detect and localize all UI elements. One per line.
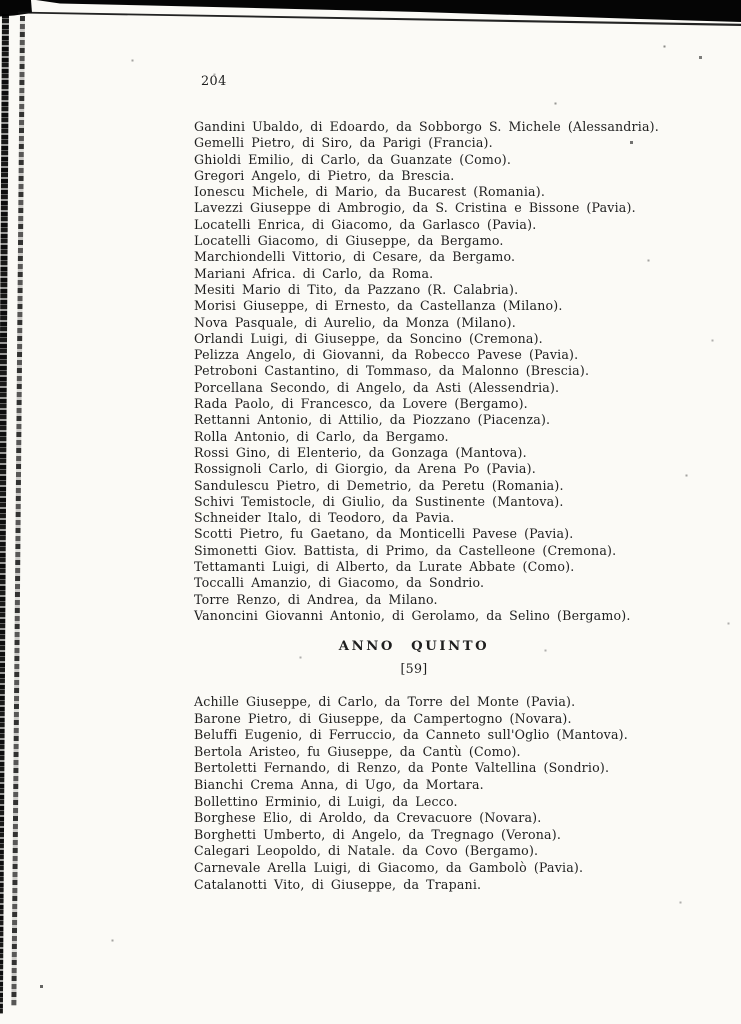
registry-entry: Nova Pasquale, di Aurelio, da Monza (Milano). — [194, 314, 516, 330]
registry-entry: Barone Pietro, di Giuseppe, da Campertogno (Novara). — [194, 710, 572, 726]
registry-entry: Borghese Elio, di Aroldo, da Crevacuore (Novara). — [194, 810, 542, 826]
registry-entry: Locatelli Enrica, di Giacomo, da Garlasco (Pavia). — [194, 216, 537, 232]
registry-entry: Petroboni Castantino, di Tommaso, da Malonno (Brescia). — [194, 363, 590, 379]
registry-entry: Pelizza Angelo, di Giovanni, da Robecco Pavese (Pavia). — [194, 347, 579, 363]
registry-entry: Beluffi Eugenio, di Ferruccio, da Canneto sull'Oglio (Mantova). — [194, 727, 628, 743]
registry-entry: Mesiti Mario di Tito, da Pazzano (R. Calabria). — [194, 281, 519, 297]
section-count-label: [59] — [400, 661, 428, 676]
scan-edge-top — [0, 0, 741, 34]
registry-entry: Rettanni Antonio, di Attilio, da Piozzano (Piacenza). — [194, 412, 551, 428]
registry-entry: Schivi Temistocle, di Giulio, da Sustinente (Mantova). — [194, 493, 564, 509]
registry-entry: Schneider Italo, di Teodoro, da Pavia. — [194, 510, 455, 526]
registry-entry: Carnevale Arella Luigi, di Giacomo, da Gambolò (Pavia). — [194, 859, 584, 875]
registry-entry: Morisi Giuseppe, di Ernesto, da Castellanza (Milano). — [194, 298, 563, 314]
registry-entry: Mariani Africa. di Carlo, da Roma. — [194, 265, 434, 281]
registry-entry: Orlandi Luigi, di Giuseppe, da Soncino (Cremona). — [194, 330, 543, 346]
page-number: 204 — [201, 74, 227, 89]
registry-entry: Marchiondelli Vittorio, di Cesare, da Bergamo. — [194, 249, 516, 265]
registry-entry: Gemelli Pietro, di Siro, da Parigi (Francia). — [194, 135, 493, 151]
registry-entry: Rada Paolo, di Francesco, da Lovere (Bergamo). — [194, 396, 528, 412]
registry-entry: Locatelli Giacomo, di Giuseppe, da Bergamo. — [194, 233, 504, 249]
book-binding-strip-inner — [11, 16, 25, 1006]
registry-entry: Gandini Ubaldo, di Edoardo, da Sobborgo S. Michele (Alessandria). — [194, 119, 659, 134]
registry-entry: Rolla Antonio, di Carlo, da Bergamo. — [194, 428, 449, 444]
registry-entry: Calegari Leopoldo, di Natale. da Covo (Bergamo). — [194, 843, 539, 859]
registry-entry: Ionescu Michele, di Mario, da Bucarest (Romania). — [194, 184, 546, 200]
registry-entry: Achille Giuseppe, di Carlo, da Torre del Monte (Pavia). — [194, 694, 576, 709]
registry-list-anno-quinto — [194, 694, 654, 893]
registry-entry: Porcellana Secondo, di Angelo, da Asti (Alessendria). — [194, 379, 560, 395]
registry-entry: Gregori Angelo, di Pietro, da Brescia. — [194, 167, 455, 183]
registry-entry: Ghioldi Emilio, di Carlo, da Guanzate (Como). — [194, 151, 512, 167]
registry-entry: Sandulescu Pietro, di Demetrio, da Peretu (Romania). — [194, 477, 564, 493]
book-binding-strip-outer — [0, 14, 9, 1014]
registry-entry: Rossi Gino, di Elenterio, da Gonzaga (Mantova). — [194, 444, 527, 460]
registry-entry: Lavezzi Giuseppe di Ambrogio, da S. Cristina e Bissone (Pavia). — [194, 200, 636, 216]
scan-noise — [0, 0, 1, 1]
registry-entry: Tettamanti Luigi, di Alberto, da Lurate Abbate (Como). — [194, 559, 575, 575]
registry-entry: Bianchi Crema Anna, di Ugo, da Mortara. — [194, 776, 484, 792]
registry-entry: Torre Renzo, di Andrea, da Milano. — [194, 591, 438, 607]
registry-entry: Simonetti Giov. Battista, di Primo, da Castelleone (Cremona). — [194, 542, 617, 558]
registry-entry: Borghetti Umberto, di Angelo, da Tregnago (Verona). — [194, 826, 562, 842]
registry-entry: Rossignoli Carlo, di Giorgio, da Arena Po (Pavia). — [194, 461, 536, 477]
registry-entry: Bertola Aristeo, fu Giuseppe, da Cantù (Como). — [194, 743, 521, 759]
registry-entry: Bollettino Erminio, di Luigi, da Lecco. — [194, 793, 458, 809]
registry-entry: Toccalli Amanzio, di Giacomo, da Sondrio. — [194, 575, 485, 591]
registry-entry: Catalanotti Vito, di Giuseppe, da Trapani. — [194, 876, 482, 892]
section-heading: ANNO QUINTO — [338, 639, 490, 654]
registry-entry: Scotti Pietro, fu Gaetano, da Monticelli Pavese (Pavia). — [194, 526, 574, 542]
registry-entry: Bertoletti Fernando, di Renzo, da Ponte Valtellina (Sondrio). — [194, 760, 610, 776]
registry-entry: Vanoncini Giovanni Antonio, di Gerolamo, da Selino (Bergamo). — [194, 607, 631, 623]
registry-list-anno-quarto — [194, 119, 659, 624]
